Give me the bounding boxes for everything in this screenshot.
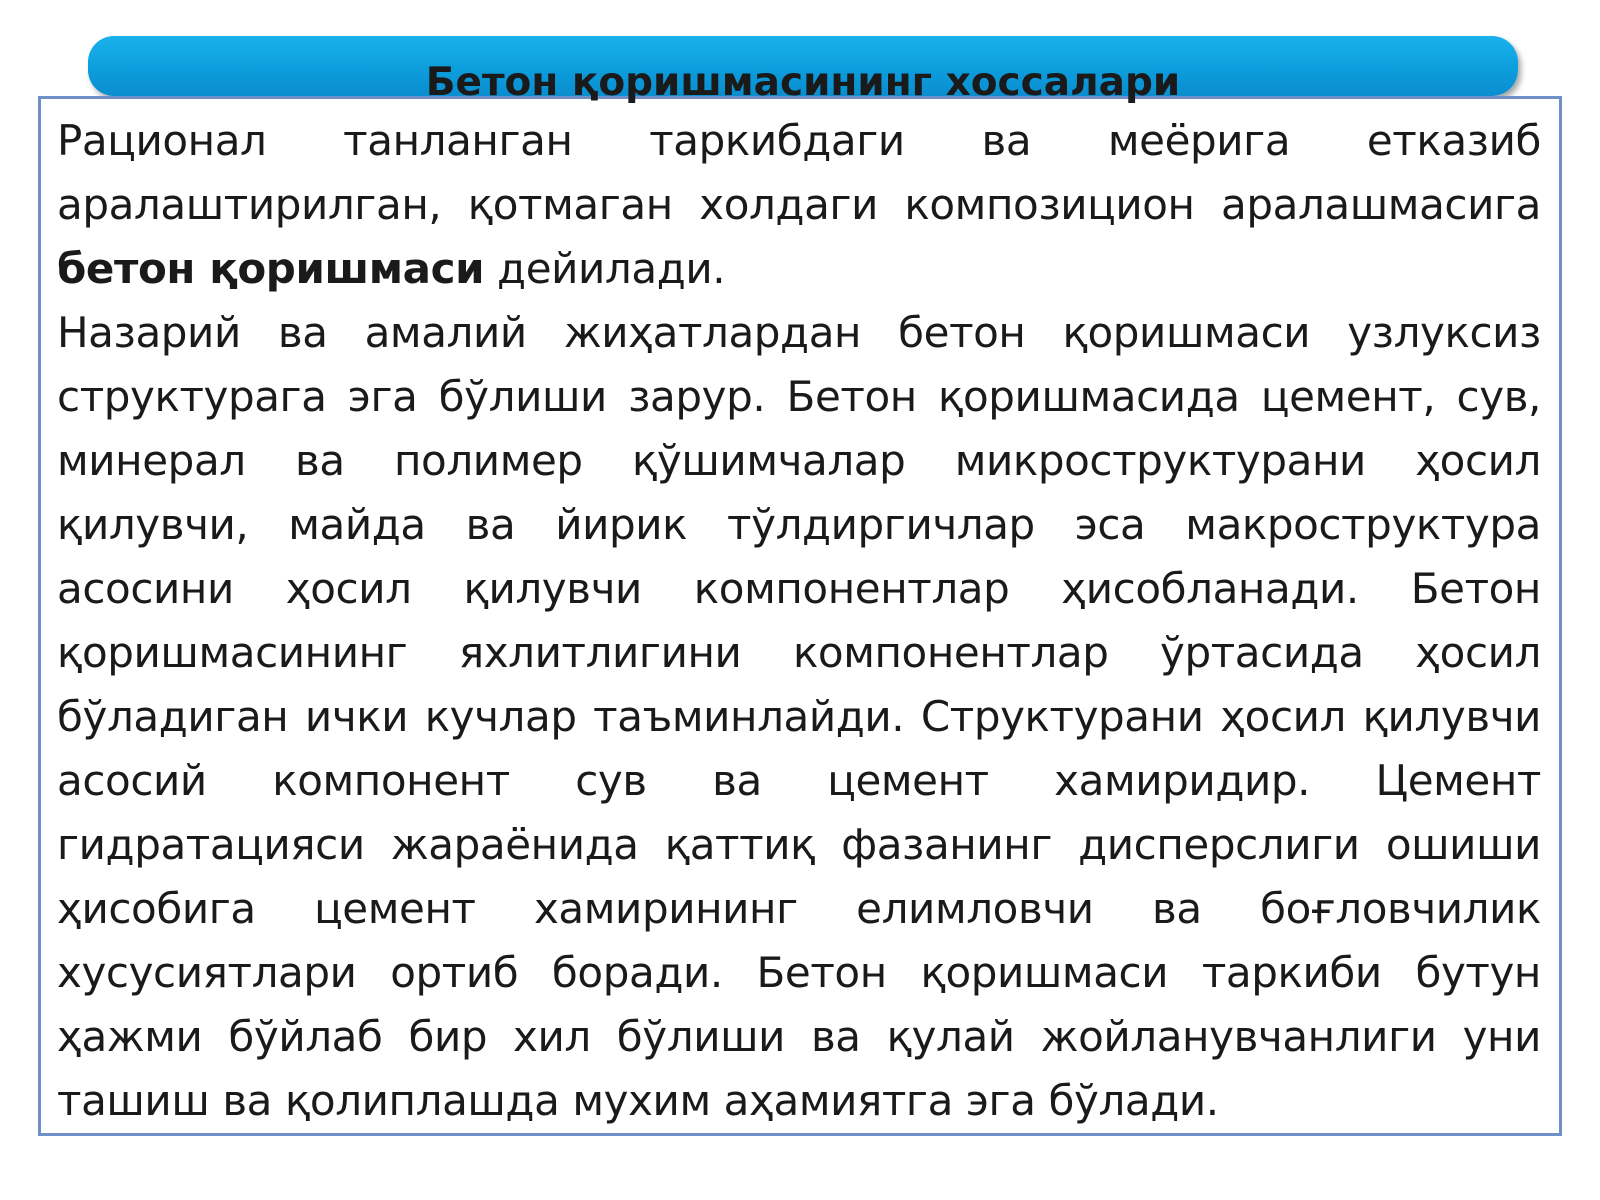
paragraph-definition (57, 109, 1541, 301)
paragraph-structure: Назарий ва амалий жиҳатлардан бетон қоришмаси узлуксиз структурага эга бўлиши зарур. Бетон қоришмасида цемент, сув, минерал ва полимер қўшимчалар микроструктурани ҳосил қилувчи, майда ва йирик тўлдиргичлар эса макроструктура асосини ҳосил қилувчи компонентлар ҳисобланади. Бетон қоришмасининг яхлитлигини компонентлар ўртасида ҳосил бўладиган ички кучлар таъминлайди. Структурани ҳосил қилувчи асосий компонент сув ва цемент хамиридир. Цемент гидратацияси жараёнида қаттиқ фазанинг дисперслиги ошиши ҳисобига цемент хамирининг елимловчи ва боғловчилик хусусиятлари ортиб боради. Бетон қоришмаси таркиби бутун ҳажми бўйлаб бир хил бўлиши ва қулай жойланувчанлиги уни ташиш ва қолиплашда мухим аҳамиятга эга бўлади. (57, 308, 1541, 1125)
paragraph-definition-start: Рационал танланган таркибдаги ва меёрига етказиб аралаштирилган, қотмаган холдаги композицион аралашмасига (57, 116, 1541, 229)
paragraph-definition-end: дейилади. (484, 244, 726, 293)
term-bold: бетон қоришмаси (57, 244, 485, 293)
slide-title: Бетон қоришмасининг хоссалари (425, 60, 1181, 105)
content-box (38, 96, 1562, 1136)
